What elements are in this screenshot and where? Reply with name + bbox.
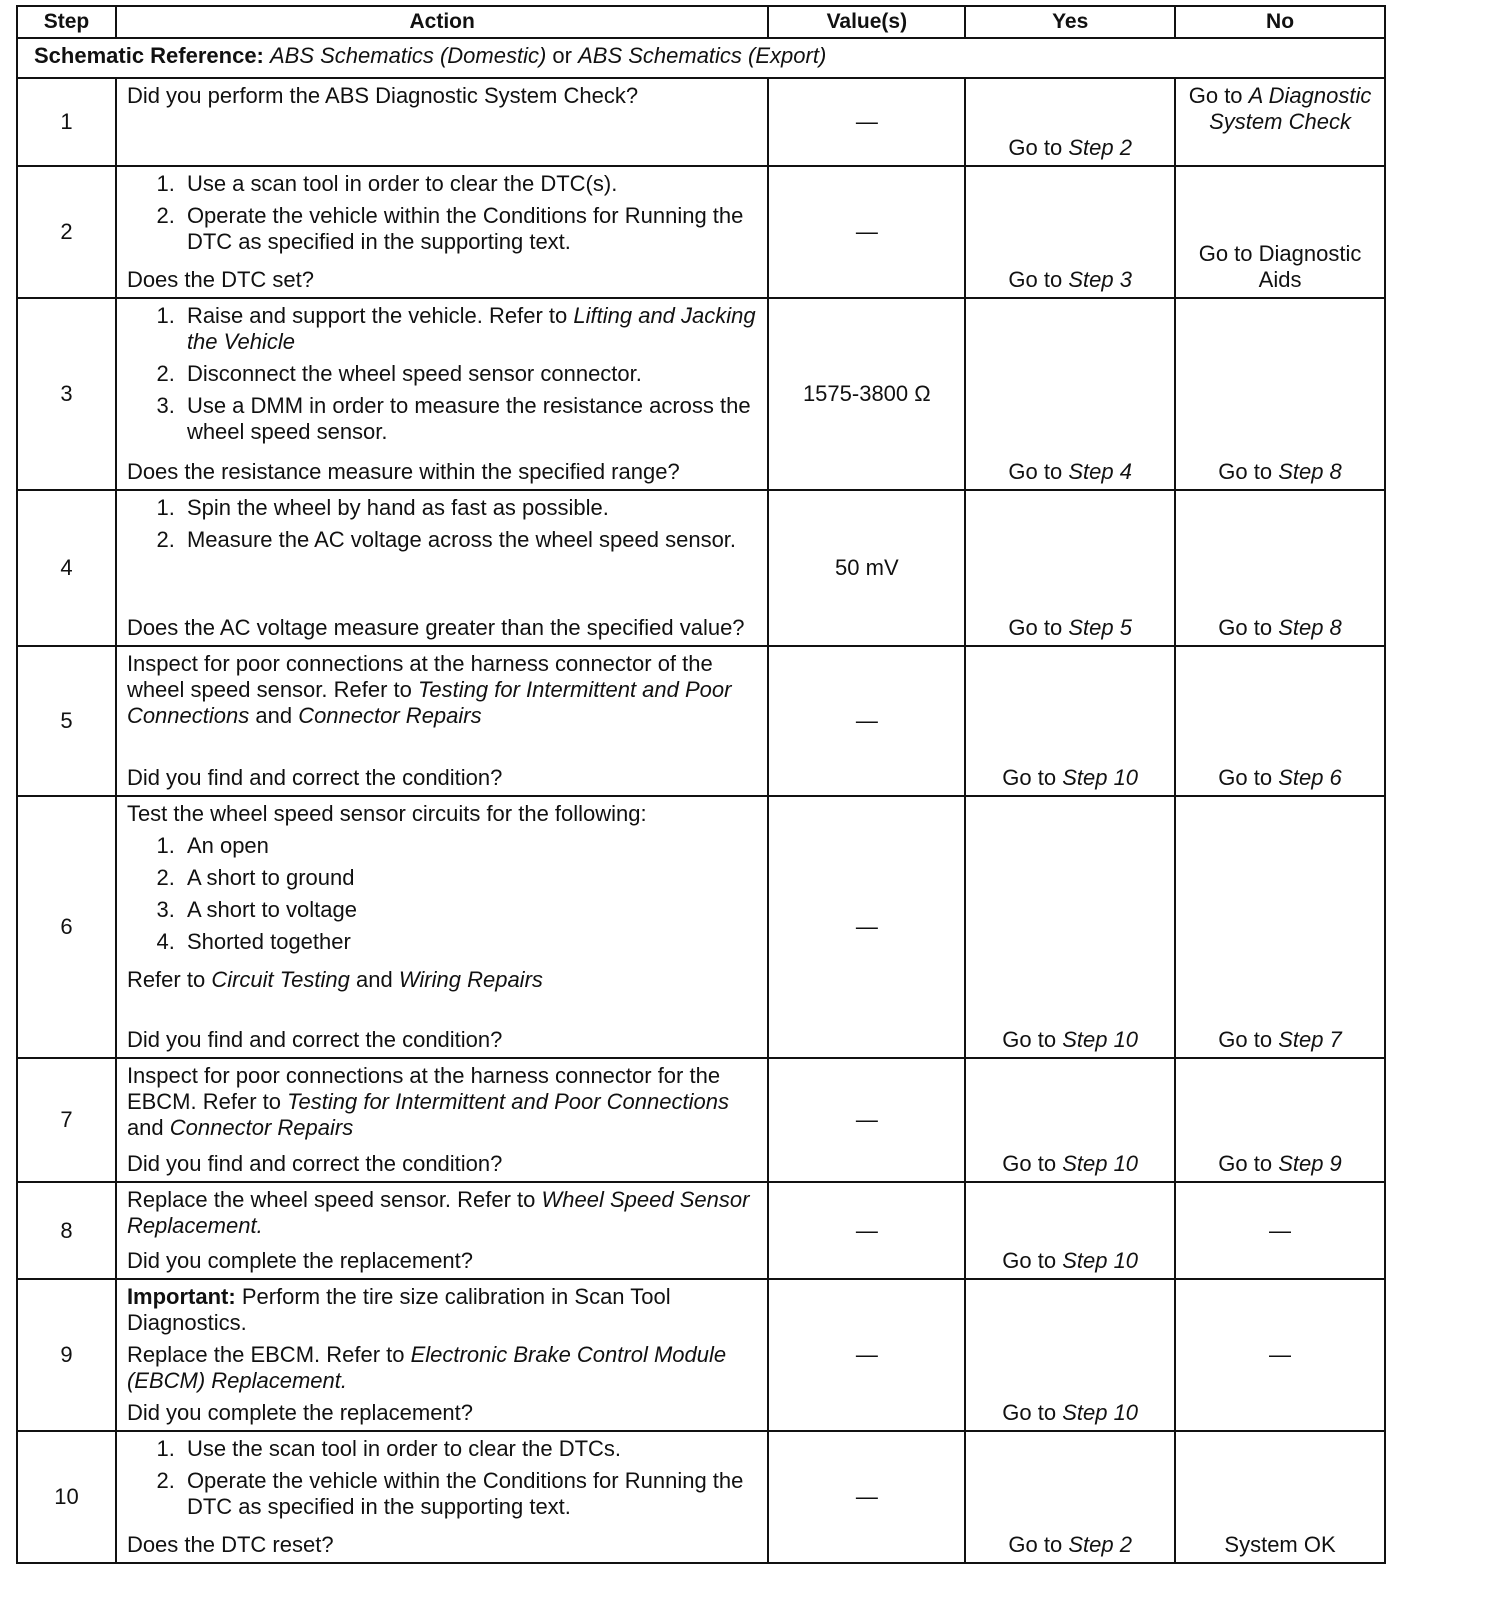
- no-cell: [1175, 796, 1385, 1058]
- action-cell: [116, 1279, 768, 1431]
- header-row: [17, 6, 1385, 38]
- no-result-text: [1269, 1342, 1291, 1368]
- text-segment: Disconnect the wheel speed sensor connector.: [186, 361, 642, 386]
- text-segment: Raise and support the vehicle. Refer to: [186, 303, 574, 328]
- yes-result-link[interactable]: [966, 299, 1174, 489]
- value-cell: 50 mV: [768, 490, 965, 646]
- header-no: No: [1175, 6, 1385, 38]
- diagnostic-table: [16, 5, 1386, 1564]
- text-segment: Does the AC voltage measure greater than the specified value?: [126, 615, 745, 640]
- text-segment: Does the DTC set?: [126, 267, 315, 292]
- action-step-item: [181, 865, 757, 891]
- action-question: [127, 1532, 757, 1558]
- reference-link-text: Wheel Speed Sensor Replacement.: [126, 1187, 750, 1238]
- no-result-text: [1218, 615, 1342, 641]
- text-segment: Go to: [1218, 765, 1279, 790]
- step-row: [17, 166, 1385, 298]
- reference-link-text: Testing for Intermittent and Poor Connections: [126, 677, 732, 728]
- action-question: [127, 267, 757, 293]
- step-row: [17, 646, 1385, 796]
- action-steps-list: [127, 495, 757, 559]
- text-segment: Go to: [1218, 459, 1279, 484]
- step-number: 5: [17, 646, 116, 796]
- reference-link-text: Step 10: [1062, 1027, 1139, 1052]
- no-result-link[interactable]: [1176, 491, 1384, 645]
- text-segment: —: [1269, 1342, 1292, 1367]
- reference-link-text: Step 10: [1062, 1151, 1139, 1176]
- action-step-item: [181, 527, 757, 553]
- text-segment: Go to: [1002, 1027, 1063, 1052]
- value-cell: —: [768, 166, 965, 298]
- step-row: [17, 298, 1385, 490]
- action-step-item: [181, 203, 757, 255]
- action-step-item: [181, 393, 757, 445]
- yes-result-link[interactable]: [966, 647, 1174, 795]
- action-content: [117, 167, 767, 297]
- action-step-item: [181, 495, 757, 521]
- text-segment: Test the wheel speed sensor circuits for the following:: [126, 801, 647, 826]
- text-segment: and: [249, 703, 299, 728]
- no-result-link[interactable]: [1176, 1280, 1384, 1430]
- yes-result-text: [1008, 615, 1132, 641]
- text-segment: Inspect for poor connections at the harness connector for the EBCM. Refer to: [126, 1063, 721, 1114]
- step-row: [17, 490, 1385, 646]
- step-number: 10: [17, 1431, 116, 1563]
- text-segment: Did you complete the replacement?: [126, 1248, 474, 1273]
- no-result-text: [1218, 765, 1342, 791]
- action-content: [117, 79, 767, 165]
- yes-result-link[interactable]: [966, 1059, 1174, 1181]
- step-number: 2: [17, 166, 116, 298]
- action-cell: [116, 1431, 768, 1563]
- action-step-item: [181, 1468, 757, 1520]
- step-row: [17, 796, 1385, 1058]
- no-result-text: [1224, 1532, 1335, 1558]
- no-result-link[interactable]: [1176, 79, 1384, 165]
- no-cell: [1175, 1431, 1385, 1563]
- action-cell: [116, 646, 768, 796]
- action-question: [127, 1151, 757, 1177]
- text-segment: Spin the wheel by hand as fast as possible.: [186, 495, 609, 520]
- text-segment: Shorted together: [186, 929, 351, 954]
- no-cell: [1175, 78, 1385, 166]
- no-result-link[interactable]: [1176, 647, 1384, 795]
- value-cell: —: [768, 796, 965, 1058]
- action-question: [127, 1400, 757, 1426]
- action-step-item: [181, 833, 757, 859]
- no-result-link[interactable]: [1176, 167, 1384, 297]
- text-segment: Refer to: [126, 967, 212, 992]
- value-cell: —: [768, 646, 965, 796]
- text-segment: A short to ground: [186, 865, 355, 890]
- text-segment: Important:: [126, 1284, 236, 1309]
- text-segment: Operate the vehicle within the Conditions for Running the DTC as specified in the supporting text.: [186, 203, 744, 254]
- step-number: 3: [17, 298, 116, 490]
- text-segment: or: [546, 43, 579, 68]
- reference-link-text: Wiring Repairs: [398, 967, 543, 992]
- text-segment: Go to Diagnostic Aids: [1198, 241, 1362, 292]
- action-question: [127, 615, 757, 641]
- value-cell: —: [768, 78, 965, 166]
- action-content: [117, 1183, 767, 1278]
- yes-cell: [965, 298, 1175, 490]
- text-segment: Operate the vehicle within the Conditions for Running the DTC as specified in the supporting text.: [186, 1468, 744, 1519]
- action-paragraph: [127, 1342, 757, 1394]
- yes-result-text: [1002, 1400, 1138, 1426]
- yes-result-text: [1002, 1248, 1138, 1274]
- yes-result-link[interactable]: [966, 167, 1174, 297]
- action-cell: [116, 1182, 768, 1279]
- text-segment: Go to: [1008, 135, 1069, 160]
- text-segment: Use a scan tool in order to clear the DTC(s).: [186, 171, 618, 196]
- no-result-text: [1269, 1218, 1291, 1244]
- yes-result-link[interactable]: [966, 491, 1174, 645]
- reference-link-text: ABS Schematics (Domestic): [270, 43, 547, 68]
- action-paragraph: [127, 1187, 757, 1239]
- text-segment: Did you perform the ABS Diagnostic System Check?: [126, 83, 639, 108]
- header-values: Value(s): [768, 6, 965, 38]
- reference-link-text: Testing for Intermittent and Poor Connections: [287, 1089, 729, 1114]
- reference-link-text: A Diagnostic System Check: [1209, 83, 1372, 134]
- text-segment: Does the DTC reset?: [126, 1532, 334, 1557]
- yes-result-link[interactable]: [966, 1280, 1174, 1430]
- text-segment: Did you find and correct the condition?: [126, 765, 503, 790]
- text-segment: Did you complete the replacement?: [126, 1400, 474, 1425]
- text-segment: A short to voltage: [186, 897, 357, 922]
- text-segment: and: [126, 1115, 170, 1140]
- yes-result-text: [1008, 135, 1132, 161]
- text-segment: Go to: [1008, 615, 1069, 640]
- header-action: Action: [116, 6, 768, 38]
- text-segment: Go to: [1218, 615, 1279, 640]
- no-result-text: [1182, 83, 1378, 135]
- reference-link-text: Step 10: [1062, 765, 1139, 790]
- no-result-link[interactable]: [1176, 1059, 1384, 1181]
- action-steps-list: [127, 171, 757, 261]
- value-cell: —: [768, 1279, 965, 1431]
- step-number: 1: [17, 78, 116, 166]
- yes-result-link[interactable]: [966, 1183, 1174, 1278]
- yes-result-link[interactable]: [966, 1432, 1174, 1562]
- text-segment: Does the resistance measure within the specified range?: [126, 459, 680, 484]
- text-segment: Go to: [1002, 765, 1063, 790]
- yes-result-link[interactable]: [966, 797, 1174, 1057]
- text-segment: Use the scan tool in order to clear the DTCs.: [186, 1436, 622, 1461]
- yes-result-text: [1008, 459, 1132, 485]
- action-cell: [116, 1058, 768, 1182]
- step-row: [17, 1431, 1385, 1563]
- action-step-item: [181, 1436, 757, 1462]
- action-question: [127, 459, 757, 485]
- action-steps-list: [127, 1436, 757, 1526]
- reference-link-text: Step 8: [1278, 459, 1342, 484]
- action-paragraph: [127, 1063, 757, 1141]
- action-cell: [116, 490, 768, 646]
- no-result-text: [1218, 1151, 1342, 1177]
- text-segment: Go to: [1002, 1400, 1063, 1425]
- reference-link-text: Step 10: [1062, 1400, 1139, 1425]
- no-result-link[interactable]: [1176, 1183, 1384, 1278]
- action-cell: [116, 166, 768, 298]
- no-cell: [1175, 166, 1385, 298]
- value-cell: —: [768, 1058, 965, 1182]
- no-cell: [1175, 298, 1385, 490]
- text-segment: Go to: [1002, 1151, 1063, 1176]
- step-row: [17, 1058, 1385, 1182]
- text-segment: Go to: [1008, 459, 1069, 484]
- action-cell: [116, 796, 768, 1058]
- action-step-item: [181, 897, 757, 923]
- no-cell: [1175, 646, 1385, 796]
- text-segment: Go to: [1008, 1532, 1069, 1557]
- reference-link-text: Step 10: [1062, 1248, 1139, 1273]
- text-segment: Use a DMM in order to measure the resistance across the wheel speed sensor.: [186, 393, 751, 444]
- header-yes: Yes: [965, 6, 1175, 38]
- yes-cell: [965, 796, 1175, 1058]
- step-number: 8: [17, 1182, 116, 1279]
- step-number: 4: [17, 490, 116, 646]
- yes-cell: [965, 646, 1175, 796]
- text-segment: Go to: [1008, 267, 1069, 292]
- no-result-text: [1218, 1027, 1342, 1053]
- action-paragraph: [127, 651, 757, 729]
- yes-result-text: [1002, 765, 1138, 791]
- reference-link-text: Step 7: [1278, 1027, 1342, 1052]
- reference-link-text: Step 8: [1278, 615, 1342, 640]
- text-segment: Go to: [1218, 1027, 1279, 1052]
- action-content: [117, 299, 767, 489]
- value-cell: —: [768, 1182, 965, 1279]
- text-segment: An open: [186, 833, 269, 858]
- reference-link-text: Step 3: [1068, 267, 1132, 292]
- text-segment: Measure the AC voltage across the wheel speed sensor.: [186, 527, 737, 552]
- step-row: [17, 78, 1385, 166]
- action-question: [127, 1027, 757, 1053]
- reference-link-text: Connector Repairs: [169, 1115, 354, 1140]
- no-cell: [1175, 1182, 1385, 1279]
- reference-link-text: Lifting and Jacking the Vehicle: [186, 303, 756, 354]
- action-cell: [116, 298, 768, 490]
- reference-link-text: Connector Repairs: [298, 703, 482, 728]
- step-number: 6: [17, 796, 116, 1058]
- action-question: [127, 1248, 757, 1274]
- text-segment: —: [1269, 1217, 1292, 1243]
- reference-link-text: Electronic Brake Control Module (EBCM) Replacement.: [126, 1342, 727, 1393]
- action-content: [117, 1059, 767, 1181]
- no-result-link[interactable]: [1176, 797, 1384, 1057]
- action-steps-list: [127, 303, 757, 451]
- text-segment: Replace the wheel speed sensor. Refer to: [126, 1187, 542, 1212]
- no-result-text: [1182, 241, 1378, 293]
- value-cell: 1575-3800 Ω: [768, 298, 965, 490]
- action-paragraph: [127, 801, 757, 827]
- yes-cell: [965, 490, 1175, 646]
- yes-cell: [965, 1431, 1175, 1563]
- action-content: [117, 797, 767, 1057]
- text-segment: Did you find and correct the condition?: [126, 1151, 503, 1176]
- text-segment: System OK: [1224, 1532, 1336, 1557]
- value-cell: —: [768, 1431, 965, 1563]
- action-question: [127, 83, 757, 109]
- reference-link-text: Step 2: [1068, 135, 1132, 160]
- action-step-item: [181, 303, 757, 355]
- no-cell: [1175, 490, 1385, 646]
- reference-link-text: ABS Schematics (Export): [578, 43, 827, 68]
- text-segment: Replace the EBCM. Refer to: [126, 1342, 411, 1367]
- action-step-item: [181, 929, 757, 955]
- action-content: [117, 647, 767, 795]
- yes-cell: [965, 1279, 1175, 1431]
- text-segment: Perform the tire size calibration in Scan Tool Diagnostics.: [126, 1284, 671, 1335]
- no-result-text: [1218, 459, 1342, 485]
- schematic-reference: [17, 38, 1385, 78]
- reference-link-text: Step 6: [1278, 765, 1342, 790]
- step-number: 7: [17, 1058, 116, 1182]
- text-segment: Go to: [1002, 1248, 1063, 1273]
- text-segment: and: [349, 967, 399, 992]
- action-question: [127, 765, 757, 791]
- yes-cell: [965, 166, 1175, 298]
- action-paragraph: [127, 967, 757, 993]
- text-segment: Go to: [1218, 1151, 1279, 1176]
- reference-link-text: Step 4: [1068, 459, 1132, 484]
- action-step-item: [181, 361, 757, 387]
- action-step-item: [181, 171, 757, 197]
- no-result-link[interactable]: [1176, 1432, 1384, 1562]
- no-result-link[interactable]: [1176, 299, 1384, 489]
- action-content: [117, 1432, 767, 1562]
- text-segment: Schematic Reference:: [34, 43, 270, 68]
- action-paragraph: [127, 1284, 757, 1336]
- yes-result-text: [1002, 1027, 1138, 1053]
- schematic-reference-row: [17, 38, 1385, 78]
- text-segment: Inspect for poor connections at the harness connector of the wheel speed sensor. Refer to: [126, 651, 713, 702]
- yes-cell: [965, 78, 1175, 166]
- yes-cell: [965, 1182, 1175, 1279]
- yes-result-text: [1008, 1532, 1132, 1558]
- reference-link-text: Circuit Testing: [211, 967, 350, 992]
- yes-result-link[interactable]: [966, 79, 1174, 165]
- action-content: [117, 1280, 767, 1430]
- reference-link-text: Step 2: [1068, 1532, 1132, 1557]
- yes-result-text: [1008, 267, 1132, 293]
- no-cell: [1175, 1058, 1385, 1182]
- action-cell: [116, 78, 768, 166]
- reference-link-text: Step 9: [1278, 1151, 1342, 1176]
- step-number: 9: [17, 1279, 116, 1431]
- action-content: [117, 491, 767, 645]
- step-row: [17, 1279, 1385, 1431]
- text-segment: Did you find and correct the condition?: [126, 1027, 503, 1052]
- header-step: Step: [17, 6, 116, 38]
- yes-result-text: [1002, 1151, 1138, 1177]
- text-segment: Go to: [1188, 83, 1249, 108]
- yes-cell: [965, 1058, 1175, 1182]
- reference-link-text: Step 5: [1068, 615, 1132, 640]
- step-row: [17, 1182, 1385, 1279]
- no-cell: [1175, 1279, 1385, 1431]
- action-steps-list: [127, 833, 757, 961]
